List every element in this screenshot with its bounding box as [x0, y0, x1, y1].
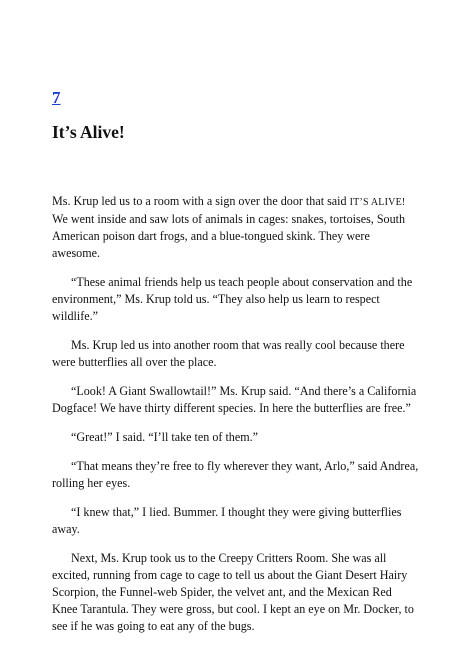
chapter-number-link[interactable]: 7 — [52, 88, 61, 107]
paragraph-8: Next, Ms. Krup took us to the Creepy Critters Room. She was all excited, running from cage to cage to tell us about the Giant Desert Hairy Scorpion, the Funnel-web Spider, the velvet ant, and the Mexican Red Knee Tarantula. They were gross, but cool. I kept an eye on Mr. Docker, to see if he was going to eat any of the bugs. — [52, 551, 414, 633]
sign-text: IT’S ALIVE! — [349, 197, 406, 208]
paragraph-7: “I knew that,” I lied. Bummer. I thought they were giving butterflies away. — [52, 505, 402, 536]
chapter-title: It’s Alive! — [52, 122, 125, 142]
paragraph-1 — [52, 193, 420, 262]
paragraph-1-text-before: Ms. Krup led us to a room with a sign over the door that said — [52, 194, 350, 208]
paragraph-5: “Great!” I said. “I’ll take ten of them.” — [71, 430, 259, 444]
paragraph-2: “These animal friends help us teach people about conservation and the environment,” Ms. Krup told us. “They also help us learn to respect wildlife.” — [52, 275, 413, 323]
paragraph-3: Ms. Krup led us into another room that was really cool because there were butterflies all over the place. — [52, 338, 405, 369]
chapter-body — [52, 193, 420, 647]
paragraph-1-text-after: We went inside and saw lots of animals in cages: snakes, tortoises, South American poison dart frogs, and a blue-tongued skink. They were awesome. — [52, 212, 406, 260]
paragraph-4: “Look! A Giant Swallowtail!” Ms. Krup said. “And there’s a California Dogface! We have thirty different species. In here the butterflies are free.” — [52, 384, 417, 415]
paragraph-6: “That means they’re free to fly wherever they want, Arlo,” said Andrea, rolling her eyes. — [52, 459, 419, 490]
